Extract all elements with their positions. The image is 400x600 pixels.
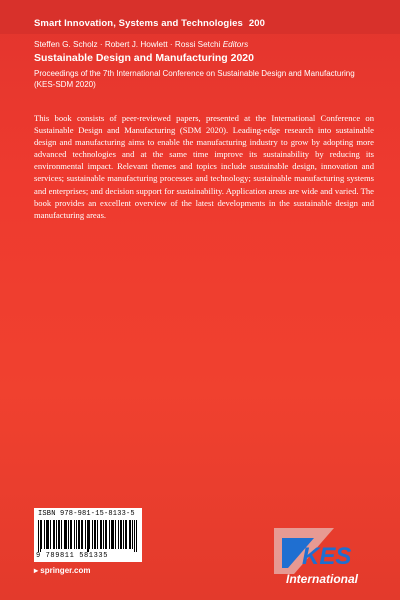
barcode-bar (58, 520, 59, 549)
barcode-bar (70, 520, 71, 549)
kes-international-text: International (286, 572, 359, 586)
barcode-bar (74, 520, 75, 549)
barcode-bar (111, 520, 112, 549)
barcode-digits: 9 789811 581335 (36, 552, 109, 560)
barcode-bar (85, 520, 86, 549)
series-name: Smart Innovation, Systems and Technologies (34, 18, 243, 29)
barcode-bar (130, 520, 131, 549)
barcode-bar (44, 520, 45, 549)
barcode-bar (78, 520, 79, 549)
barcode-bar (53, 520, 54, 549)
barcode-bar (94, 520, 95, 549)
barcode-bar (40, 520, 41, 552)
barcode-bar (64, 520, 65, 549)
barcode-bar (81, 520, 82, 549)
isbn-barcode (34, 508, 142, 562)
book-title: Sustainable Design and Manufacturing 2020 (34, 52, 254, 64)
barcode-bar (41, 520, 42, 549)
publisher-url-text: springer.com (40, 566, 91, 575)
barcode-bar (95, 520, 96, 549)
barcode-bar (123, 520, 124, 549)
editors-role: Editors (222, 40, 249, 49)
editor-names: Steffen G. Scholz · Robert J. Howlett · Rossi Setchi (34, 40, 221, 49)
barcode-bar (118, 520, 119, 549)
barcode-bar (88, 520, 89, 552)
barcode-bar (105, 520, 106, 549)
book-description: This book consists of peer-reviewed papers, presented at the International Conference on Sustainable Design and Manufacturing (SDM 2020). Leading-edge research into sustainable design and manufacturing aims to enable the manufacturing industry to grow by adopting more advanced technologies and at the same time improve its sustainability by reducing its environmental impact. Relevant themes and topics include sustainable design, innovation and services; sustainable manufacturing processes and technology; sustainable manufacturing systems and enterprises; and decision support for sustainability. Application areas are wide and varied. The book provides an excellent overview of the latest developments in the sustainable design and manufacturing areas. (34, 113, 374, 220)
barcode-bar (48, 520, 49, 549)
barcode-bar (132, 520, 133, 549)
barcode-bar (79, 520, 80, 549)
kes-international-logo (274, 528, 382, 592)
barcode-bar (68, 520, 69, 549)
barcode-bar (87, 520, 88, 552)
barcode-bar (66, 520, 67, 549)
barcode-bar (97, 520, 98, 549)
barcode-bar (71, 520, 72, 549)
isbn-label: ISBN 978-981-15-8133-5 (38, 510, 135, 518)
kes-mark-text: KES (302, 543, 352, 570)
barcode-bar (54, 520, 55, 549)
barcode-bar (115, 520, 116, 549)
barcode-bar (112, 520, 113, 549)
barcode-bar (121, 520, 122, 549)
barcode-bar (38, 520, 39, 552)
barcode-bar (134, 520, 135, 552)
barcode-bar (129, 520, 130, 549)
barcode-bar (82, 520, 83, 549)
barcode-bar (50, 520, 51, 549)
barcode-bar (120, 520, 121, 549)
barcode-bar (126, 520, 127, 549)
barcode-bar (106, 520, 107, 549)
barcode-bars (38, 520, 138, 552)
barcode-bar (103, 520, 104, 549)
barcode-bar (136, 520, 137, 552)
barcode-bar (65, 520, 66, 549)
barcode-bar (101, 520, 102, 549)
series-line (34, 18, 265, 29)
barcode-bar (125, 520, 126, 549)
barcode-bar (59, 520, 60, 549)
barcode-bar (56, 520, 57, 549)
barcode-bar (47, 520, 48, 549)
barcode-bar (100, 520, 101, 549)
editors-line (34, 40, 248, 49)
barcode-bar (109, 520, 110, 549)
publisher-url: ▸ springer.com (34, 566, 91, 575)
barcode-bar (92, 520, 93, 549)
barcode-bar (61, 520, 62, 549)
barcode-bar (113, 520, 114, 549)
series-volume: 200 (248, 18, 266, 29)
barcode-bar (76, 520, 77, 549)
book-subtitle: Proceedings of the 7th International Conference on Sustainable Design and Manufacturing (KES-SDM 2020) (34, 69, 355, 89)
barcode-bar (46, 520, 47, 549)
barcode-bar (89, 520, 90, 549)
